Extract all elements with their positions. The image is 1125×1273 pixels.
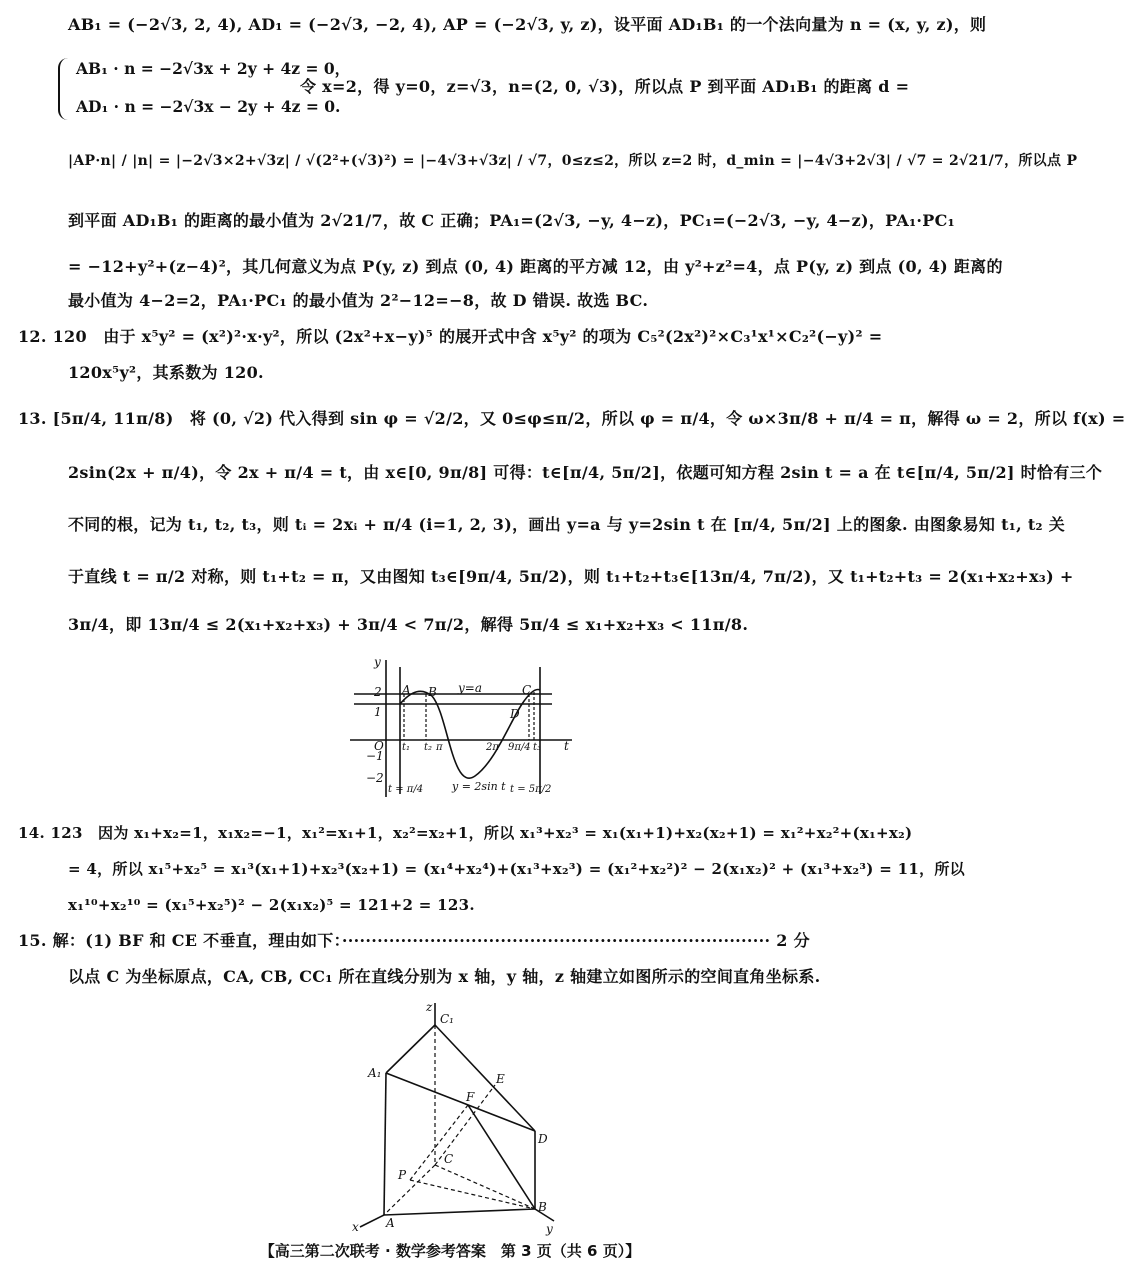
svg-text:t₃: t₃ [533, 742, 542, 753]
svg-text:t₁: t₁ [402, 742, 411, 753]
text-line: = −12+y²+(z−4)²，其几何意义为点 P(y, z) 到点 (0, 4) 距离的平方减 12，由 y²+z²=4，点 P(y, z) 到点 (0, 4) 距离的 [68, 257, 1003, 276]
sine-graph-figure [340, 652, 580, 802]
svg-text:t = 5π/2: t = 5π/2 [510, 784, 552, 795]
prism-figure [340, 995, 580, 1235]
system-eq-1: AB₁ · n = −2√3x + 2y + 4z = 0， [76, 59, 351, 78]
svg-text:y=a: y=a [458, 681, 482, 695]
text-line: 以点 C 为坐标原点，CA, CB, CC₁ 所在直线分别为 x 轴，y 轴，z 轴建立如图所示的空间直角坐标系. [68, 967, 821, 986]
svg-text:A₁: A₁ [368, 1066, 382, 1080]
t-axis-label: t [564, 739, 569, 753]
svg-text:2: 2 [374, 685, 382, 699]
svg-text:A: A [402, 683, 411, 697]
svg-text:C: C [444, 1152, 454, 1166]
svg-text:E: E [496, 1072, 505, 1086]
text-line: AB₁ = (−2√3, 2, 4), AD₁ = (−2√3, −2, 4), AP = (−2√3, y, z)，设平面 AD₁B₁ 的一个法向量为 n = (x, y, z)，则 [68, 15, 987, 34]
svg-text:9π/4: 9π/4 [508, 742, 531, 753]
svg-text:D: D [510, 707, 520, 721]
svg-text:−2: −2 [366, 771, 384, 785]
svg-text:z: z [426, 1000, 433, 1014]
answer-12: 12. 120 由于 x⁵y² = (x²)²·x·y²，所以 (2x²+x−y)⁵ 的展开式中含 x⁵y² 的项为 C₅²(2x²)²×C₃¹x¹×C₂²(−y)² = [18, 327, 883, 346]
svg-text:t = π/4: t = π/4 [388, 784, 424, 795]
svg-text:B: B [428, 685, 437, 699]
svg-text:D: D [538, 1132, 548, 1146]
svg-text:C: C [522, 683, 532, 697]
answer-13: 13. [5π/4, 11π/8) 将 (0, √2) 代入得到 sin φ = √2/2，又 0≤φ≤π/2，所以 φ = π/4，令 ω×3π/8 + π/4 = π，解得 ω = 2，所以 f(x) = [18, 409, 1125, 428]
svg-text:1: 1 [374, 705, 382, 719]
svg-text:t₂: t₂ [424, 742, 433, 753]
answer-14: 14. 123 因为 x₁+x₂=1，x₁x₂=−1，x₁²=x₁+1，x₂²=x₂+1，所以 x₁³+x₂³ = x₁(x₁+1)+x₂(x₂+1) = x₁²+x₂²+(x₁+x₂) [18, 824, 913, 842]
text-line: x₁¹⁰+x₂¹⁰ = (x₁⁵+x₂⁵)² − 2(x₁x₂)⁵ = 121+2 = 123. [68, 896, 475, 914]
svg-text:P: P [398, 1168, 407, 1182]
text-line: 3π/4，即 13π/4 ≤ 2(x₁+x₂+x₃) + 3π/4 < 7π/2，解得 5π/4 ≤ x₁+x₂+x₃ < 11π/8. [68, 615, 749, 634]
text-line: 2sin(2x + π/4)，令 2x + π/4 = t，由 x∈[0, 9π/8] 可得：t∈[π/4, 5π/2]，依题可知方程 2sin t = a 在 t∈[π/4, 5π/2] 时恰有三个 [68, 463, 1103, 482]
y-axis-label: y [374, 655, 381, 669]
text-line: 最小值为 4−2=2，PA₁·PC₁ 的最小值为 2²−12=−8，故 D 错误. 故选 BC. [68, 291, 649, 310]
svg-text:A: A [386, 1216, 395, 1230]
text-line: 到平面 AD₁B₁ 的距离的最小值为 2√21/7，故 C 正确；PA₁=(2√3, −y, 4−z)，PC₁=(−2√3, −y, 4−z)，PA₁·PC₁ [68, 211, 955, 230]
svg-text:y = 2sin t: y = 2sin t [452, 780, 506, 793]
sine-curve [400, 690, 540, 779]
text-line: = 4，所以 x₁⁵+x₂⁵ = x₁³(x₁+1)+x₂³(x₂+1) = (x₁⁴+x₂⁴)+(x₁³+x₂³) = (x₁²+x₂²)² − 2(x₁x₂)² + (x₁³+x₂³) = 11，所以 [68, 860, 965, 878]
svg-text:F: F [466, 1090, 475, 1104]
svg-text:2π: 2π [486, 742, 499, 753]
svg-text:C₁: C₁ [440, 1012, 454, 1026]
system-eq-2: AD₁ · n = −2√3x − 2y + 4z = 0. [76, 97, 341, 116]
svg-text:y: y [546, 1222, 553, 1236]
svg-text:B: B [538, 1200, 547, 1214]
text-line: 令 x=2，得 y=0，z=√3，n=(2, 0, √3)，所以点 P 到平面 AD₁B₁ 的距离 d = [300, 77, 910, 96]
svg-text:x: x [352, 1220, 359, 1234]
svg-text:π: π [436, 742, 443, 753]
page-footer: 【高三第二次联考 · 数学参考答案 第 3 页（共 6 页）】 [259, 1242, 641, 1260]
origin-label: O [374, 739, 384, 753]
answer-15: 15. 解：(1) BF 和 CE 不垂直，理由如下：········································································· 2 分 [18, 931, 810, 950]
text-line: 于直线 t = π/2 对称，则 t₁+t₂ = π，又由图知 t₃∈[9π/4, 5π/2)，则 t₁+t₂+t₃∈[13π/4, 7π/2)，又 t₁+t₂+t₃ = 2(x₁+x₂+x₃) + [68, 567, 1074, 586]
text-line: 不同的根，记为 t₁, t₂, t₃，则 tᵢ = 2xᵢ + π/4 (i=1, 2, 3)，画出 y=a 与 y=2sin t 在 [π/4, 5π/2] 上的图象. 由图象易知 t₁, t₂ 关 [68, 515, 1066, 534]
svg-text:−1: −1 [366, 749, 384, 763]
equation-system-brace [58, 58, 70, 120]
text-line: 120x⁵y²，其系数为 120. [68, 363, 264, 382]
text-line: |AP·n| / |n| = |−2√3×2+√3z| / √(2²+(√3)²) = |−4√3+√3z| / √7，0≤z≤2，所以 z=2 时，d_min = |−4√3+2√3| / √7 = 2√21/7，所以点 P [68, 153, 1078, 169]
